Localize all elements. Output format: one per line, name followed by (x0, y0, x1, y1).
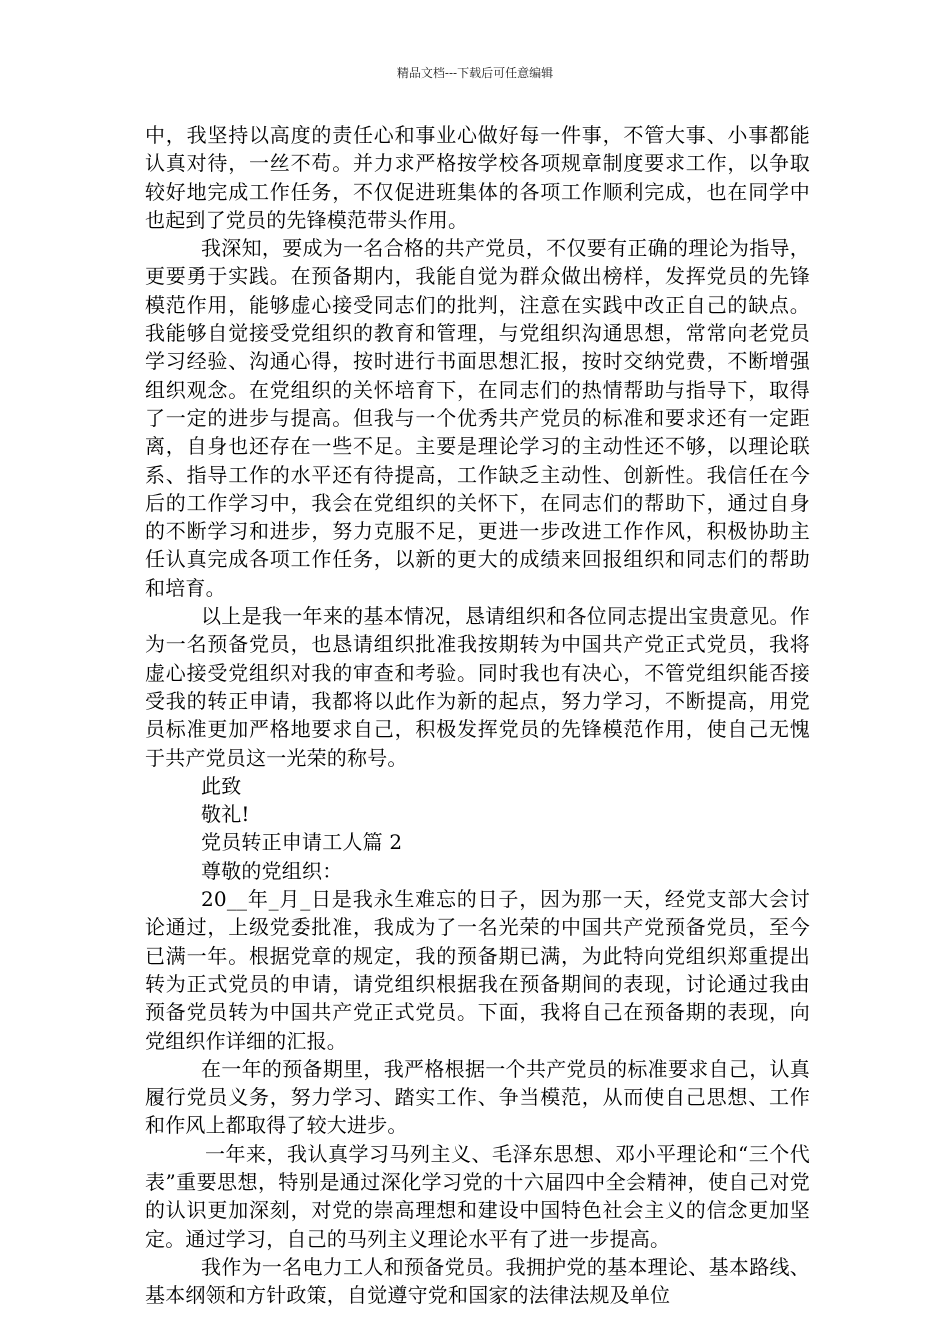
page-header: 精品文档---下载后可任意编辑 (396, 66, 554, 80)
paragraph-work: 我作为一名电力工人和预备党员。我拥护党的基本理论、基本路线、基本纲领和方针政策，自觉遵守党和国家的法律法规及单位 (145, 1254, 810, 1308)
paragraph-study: 一年来，我认真学习马列主义、毛泽东思想、邓小平理论和“三个代表”重要思想，特别是通过深化学习党的十六届四中全会精神，使自己对党的认识更加深刻，对党的崇高理想和建设中国特色社会主义的信念更加坚定。通过学习，自己的马列主义理论水平有了进一步提高。 (145, 1141, 810, 1251)
closing-regards: 敬礼! (201, 802, 250, 827)
section-title: 党员转正申请工人篇 2 (201, 830, 403, 855)
closing-salutation: 此致 (201, 773, 242, 798)
paragraph-summary: 以上是我一年来的基本情况，恳请组织和各位同志提出宝贵意见。作为一名预备党员，也恳请组织批准我按期转为中国共产党正式党员，我将虚心接受党组织对我的审查和考验。同时我也有决心，不管党组织能否接受我的转正申请，我都将以此作为新的起点，努力学习，不断提高，用党员标准更加严格地要求自己，积极发挥党员的先锋模范作用，使自己无愧于共产党员这一光荣的称号。 (145, 604, 810, 770)
paragraph-practice: 我深知，要成为一名合格的共产党员，不仅要有正确的理论为指导，更要勇于实践。在预备期内，我能自觉为群众做出榜样，发挥党员的先锋模范作用，能够虚心接受同志们的批判，注意在实践中改正自己的缺点。我能够自觉接受党组织的教育和管理，与党组织沟通思想，常常向老党员学习经验、沟通心得，按时进行书面思想汇报，按时交纳党费，不断增强组织观念。在党组织的关怀培育下，在同志们的热情帮助与指导下，取得了一定的进步与提高。但我与一个优秀共产党员的标准和要求还有一定距离，自身也还存在一些不足。主要是理论学习的主动性还不够，以理论联系、指导工作的水平还有待提高，工作缺乏主动性、创新性。我信任在今后的工作学习中，我会在党组织的关怀下，在同志们的帮助下，通过自身的不断学习和进步，努力克服不足，更进一步改进工作作风，积极协助主任认真完成各项工作任务，以新的更大的成绩来回报组织和同志们的帮助和培育。 (145, 236, 810, 600)
paragraph-intro: 20__年_月_日是我永生难忘的日子，因为那一天，经党支部大会讨论通过，上级党委批准，我成为了一名光荣的中国共产党预备党员，至今已满一年。根据党章的规定，我的预备期已满，为此特向党组织郑重提出转为正式党员的申请，请党组织根据我在预备期间的表现，讨论通过我由预备党员转为中国共产党正式党员。下面，我将自己在预备期的表现，向党组织作详细的汇报。 (145, 887, 810, 1053)
greeting: 尊敬的党组织： (201, 858, 343, 883)
paragraph-probation: 在一年的预备期里，我严格根据一个共产党员的标准要求自己，认真履行党员义务，努力学习、踏实工作、争当模范，从而使自己思想、工作和作风上都取得了较大进步。 (145, 1056, 810, 1138)
document-body (145, 121, 810, 1309)
paragraph-continuation: 中，我坚持以高度的责任心和事业心做好每一件事，不管大事、小事都能认真对待，一丝不苟。并力求严格按学校各项规章制度要求工作，以争取较好地完成工作任务，不仅促进班集体的各项工作顺利完成，也在同学中也起到了党员的先锋模范带头作用。 (145, 123, 810, 232)
